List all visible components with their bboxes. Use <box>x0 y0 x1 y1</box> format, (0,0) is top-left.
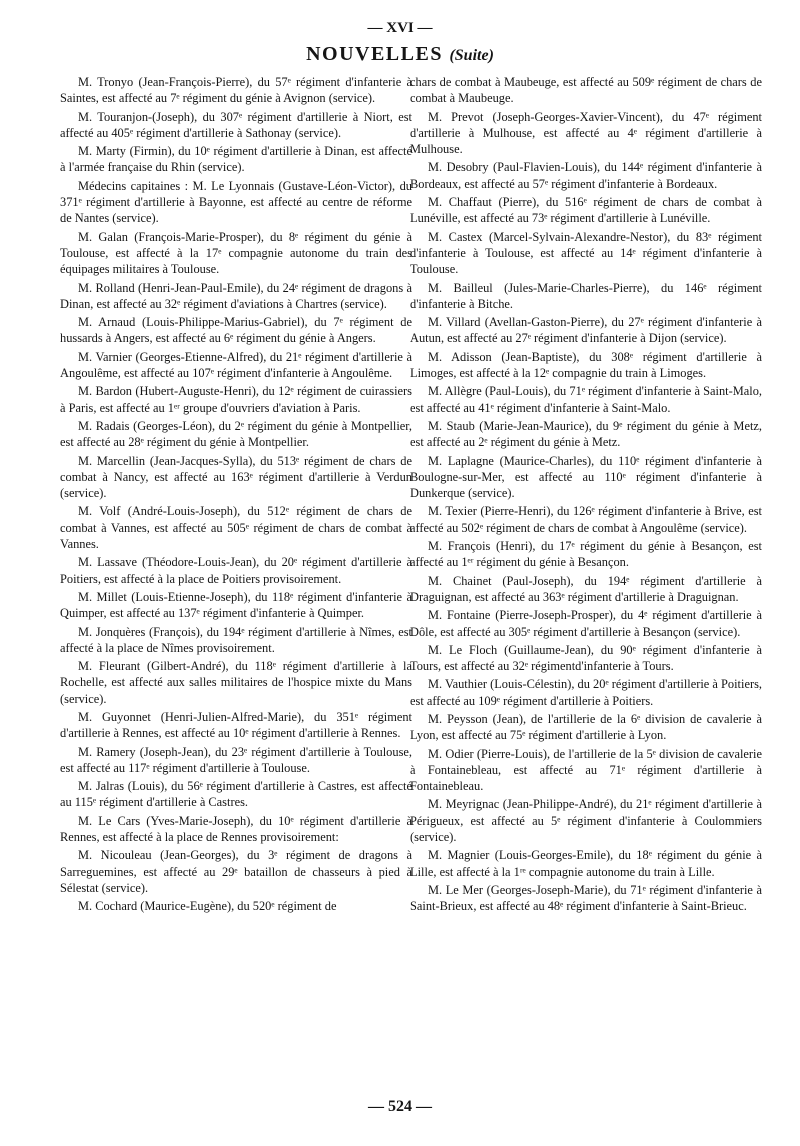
paragraph: M. Le Cars (Yves-Marie-Joseph), du 10ᵉ régiment d'artillerie à Rennes, est affecté à la place de Rennes provisoirement: <box>60 813 412 845</box>
paragraph: M. Peysson (Jean), de l'artillerie de la 6ᵉ division de cavalerie à Lyon, est affecté au 75ᵉ régiment d'artillerie à Lyon. <box>410 711 762 743</box>
paragraph: M. Touranjon-(Joseph), du 307ᵉ régiment d'artillerie à Niort, est affecté au 405ᵉ régiment d'artillerie à Sathonay (service). <box>60 109 412 140</box>
paragraph: M. Lassave (Théodore-Louis-Jean), du 20ᵉ régiment d'artillerie à Poitiers, est affecté à la place de Poitiers provisoirement. <box>60 555 412 586</box>
paragraph: M. Odier (Pierre-Louis), de l'artillerie de la 5ᵉ division de cavalerie à Fontainebleau, est affecté au 71ᵉ régiment d'artillerie à Fontainebleau. <box>410 746 762 794</box>
paragraph: M. Chaffaut (Pierre), du 516ᵉ régiment de chars de combat à Lunéville, est affecté au 73ᵉ régiment d'artillerie à Lunéville. <box>410 195 762 226</box>
paragraph: M. Villard (Avellan-Gaston-Pierre), du 27ᵉ régiment d'infanterie à Autun, est affecté au 27ᵉ régiment d'infanterie à Dijon (service). <box>410 315 762 346</box>
paragraph: Médecins capitaines : M. Le Lyonnais (Gustave-Léon-Victor), du 371ᵉ régiment d'artillerie à Bayonne, est affecté au centre de réforme de Nantes (service). <box>60 178 412 226</box>
paragraph: M. François (Henri), du 17ᵉ régiment du génie à Besançon, est affecté au 1ᵉʳ régiment du génie à Besançon. <box>410 539 762 570</box>
paragraph: M. Le Floch (Guillaume-Jean), du 90ᵉ régiment d'infanterie à Tours, est affecté au 32ᵉ régimentd'infanterie à Tours. <box>410 642 762 674</box>
section-title <box>0 43 800 66</box>
section-title-text: NOUVELLES <box>306 43 443 65</box>
paragraph: M. Cochard (Maurice-Eugène), du 520ᵉ régiment de <box>78 899 337 914</box>
paragraph: M. Nicouleau (Jean-Georges), du 3ᵉ régiment de dragons à Sarreguemines, est affecté au 29ᵉ bataillon de chasseurs à pied à Sélestat (service). <box>60 848 412 895</box>
paragraph: M. Tronyo (Jean-François-Pierre), du 57ᵉ régiment d'infanterie à Saintes, est affecté au 7ᵉ régiment du génie à Avignon (service). <box>60 75 412 106</box>
paragraph: M. Allègre (Paul-Louis), du 71ᵉ régiment d'infanterie à Saint-Malo, est affecté au 41ᵉ régiment d'infanterie à Saint-Malo. <box>410 384 762 415</box>
paragraph: M. Castex (Marcel-Sylvain-Alexandre-Nestor), du 83ᵉ régiment d'infanterie à Toulouse, est affecté au 14ᵉ régiment d'infanterie à Toulouse. <box>410 229 762 277</box>
paragraph: M. Galan (François-Marie-Prosper), du 8ᵉ régiment du génie à Toulouse, est affecté à la 17ᵉ compagnie autonome du train des équipages militaires à Toulouse. <box>60 229 412 277</box>
paragraph: M. Bailleul (Jules-Marie-Charles-Pierre), du 146ᵉ régiment d'infanterie à Bitche. <box>410 280 762 311</box>
paragraph: M. Marcellin (Jean-Jacques-Sylla), du 513ᵉ régiment de chars de combat à Nancy, est affecté au 163ᵉ régiment d'artillerie à Verdun (service). <box>60 453 412 501</box>
page-header: — XVI — <box>367 20 433 36</box>
paragraph: M. Marty (Firmin), du 10ᵉ régiment d'artillerie à Dinan, est affecté à l'armée française du Rhin (service). <box>60 144 412 175</box>
paragraph: M. Fontaine (Pierre-Joseph-Prosper), du 4ᵉ régiment d'artillerie à Dôle, est affecté au 305ᵉ régiment d'artillerie à Besançon (service). <box>410 608 762 639</box>
paragraph: M. Prevot (Joseph-Georges-Xavier-Vincent), du 47ᵉ régiment d'artillerie à Mulhouse, est affecté au 4ᵉ régiment d'artillerie à Mulhouse. <box>410 109 762 157</box>
paragraph: M. Guyonnet (Henri-Julien-Alfred-Marie), du 351ᵉ régiment d'artillerie à Rennes, est affecté au 10ᵉ régiment d'artillerie à Rennes. <box>60 709 412 741</box>
paragraph: M. Rolland (Henri-Jean-Paul-Emile), du 24ᵉ régiment de dragons à Dinan, est affecté au 32ᵉ régiment d'aviations à Chartres (service). <box>60 280 412 311</box>
paragraph: M. Desobry (Paul-Flavien-Louis), du 144ᵉ régiment d'infanterie à Bordeaux, est affecté au 57ᵉ régiment d'infanterie à Bordeaux. <box>410 160 762 191</box>
paragraph: M. Chainet (Paul-Joseph), du 194ᵉ régiment d'artillerie à Draguignan, est affecté au 363ᵉ régiment d'artillerie à Draguignan. <box>410 573 762 604</box>
paragraph: M. Varnier (Georges-Etienne-Alfred), du 21ᵉ régiment d'artillerie à Angoulême, est affecté au 107ᵉ régiment d'infanterie à Angoulême. <box>60 349 412 381</box>
paragraph: M. Laplagne (Maurice-Charles), du 110ᵉ régiment d'infanterie à Boulogne-sur-Mer, est affecté au 110ᵉ régiment d'infanterie à Dunkerque (service). <box>410 453 762 501</box>
paragraph-continued: chars de combat à Maubeuge, est affecté au 509ᵉ régiment de chars de combat à Maubeuge. <box>410 75 762 106</box>
paragraph: M. Meyrignac (Jean-Philippe-André), du 21ᵉ régiment d'artillerie à Périgueux, est affecté au 5ᵉ régiment d'infanterie à Coulommiers (service). <box>410 797 762 845</box>
paragraph: M. Volf (André-Louis-Joseph), du 512ᵉ régiment de chars de combat à Vannes, est affecté au 505ᵉ régiment de chars de combat à Vannes. <box>60 504 412 552</box>
section-title-suite: (Suite) <box>449 47 494 64</box>
paragraph: M. Magnier (Louis-Georges-Emile), du 18ᵉ régiment du génie à Lille, est affecté à la 1ʳᵉ compagnie autonome du train à Lille. <box>410 848 762 879</box>
paragraph: M. Jonquères (François), du 194ᵉ régiment d'artillerie à Nîmes, est affecté à la place de Nîmes provisoirement. <box>60 624 412 655</box>
paragraph: M. Vauthier (Louis-Célestin), du 20ᵉ régiment d'artillerie à Poitiers, est affecté au 109ᵉ régiment d'artillerie à Poitiers. <box>410 677 762 708</box>
paragraph: M. Millet (Louis-Etienne-Joseph), du 118ᵉ régiment d'infanterie à Quimper, est affecté au 137ᵉ régiment d'infanterie à Quimper. <box>60 589 412 621</box>
paragraph: M. Adisson (Jean-Baptiste), du 308ᵉ régiment d'artillerie à Limoges, est affecté à la 12ᵉ compagnie du train à Limoges. <box>410 349 762 381</box>
paragraph: M. Texier (Pierre-Henri), du 126ᵉ régiment d'infanterie à Brive, est affecté au 502ᵉ régiment de chars de combat à Angoulême (service). <box>410 504 762 535</box>
paragraph: M. Jalras (Louis), du 56ᵉ régiment d'artillerie à Castres, est affecté au 115ᵉ régiment d'artillerie à Castres. <box>60 779 412 810</box>
left-column <box>60 74 412 917</box>
paragraph: M. Ramery (Joseph-Jean), du 23ᵉ régiment d'artillerie à Toulouse, est affecté au 117ᵉ régiment d'artillerie à Toulouse. <box>60 744 412 775</box>
paragraph: M. Arnaud (Louis-Philippe-Marius-Gabriel), du 7ᵉ régiment de hussards à Angers, est affecté au 6ᵉ régiment du génie à Angers. <box>60 315 412 346</box>
paragraph: M. Radais (Georges-Léon), du 2ᵉ régiment du génie à Montpellier, est affecté au 28ᵉ régiment du génie à Montpellier. <box>60 418 412 450</box>
right-column <box>410 74 762 917</box>
page-number: — 524 — <box>368 1098 432 1115</box>
paragraph: M. Fleurant (Gilbert-André), du 118ᵉ régiment d'artillerie à la Rochelle, est affecté aux salles militaires de l'hospice mixte du Mans (service). <box>60 659 412 706</box>
paragraph: M. Le Mer (Georges-Joseph-Marie), du 71ᵉ régiment d'infanterie à Saint-Brieux, est affecté au 48ᵉ régiment d'infanterie à Saint-Brieuc. <box>410 882 762 914</box>
paragraph: M. Staub (Marie-Jean-Maurice), du 9ᵉ régiment du génie à Metz, est affecté au 2ᵉ régiment du génie à Metz. <box>410 418 762 450</box>
paragraph: M. Bardon (Hubert-Auguste-Henri), du 12ᵉ régiment de cuirassiers à Paris, est affecté au 1ᵉʳ groupe d'ouvriers d'aviation à Paris. <box>60 384 412 415</box>
